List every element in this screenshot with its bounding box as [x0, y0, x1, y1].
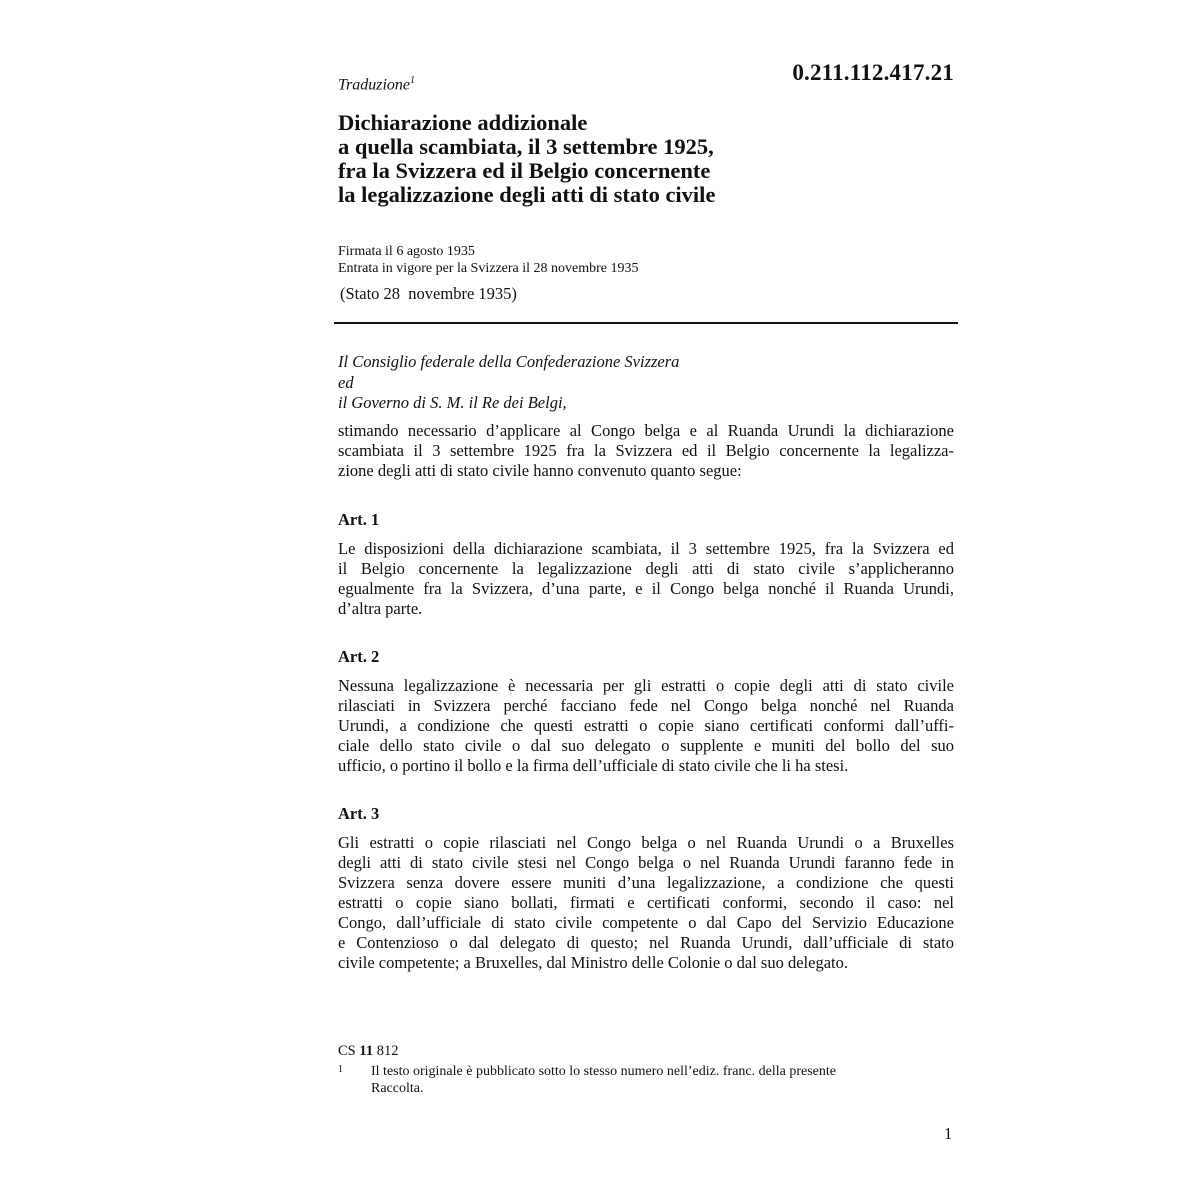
title-line: fra la Svizzera ed il Belgio concernente: [338, 158, 711, 183]
text-line: d’altra parte.: [338, 599, 423, 618]
text-line: Urundi, a condizione che questi estratti o copie siano certificati conformi dall’uffi-: [338, 716, 954, 735]
text-line: Nessuna legalizzazione è necessaria per gli estratti o copie degli atti di stato civile: [338, 676, 954, 695]
text-line: zione degli atti di stato civile hanno convenuto quanto segue:: [338, 461, 742, 480]
text-line: Gli estratti o copie rilasciati nel Congo belga o nel Ruanda Urundi o a Bruxelles: [338, 833, 954, 852]
collection-reference: [338, 1043, 398, 1060]
text-line: degli atti di stato civile stesi nel Congo belga o nel Ruanda Urundi faranno fede in: [338, 853, 954, 872]
text-line: estratti o copie siano bollati, firmati e certificati conformi, secondo il caso: nel: [338, 893, 954, 912]
page-number: 1: [944, 1124, 953, 1143]
article-2-heading: Art. 2: [338, 647, 380, 666]
signed-date: Firmata il 6 agosto 1935: [338, 244, 475, 259]
footnote: [338, 1063, 938, 1097]
text-line: e Contenzioso o dal delegato di questo; nel Ruanda Urundi, dall’ufficiale di stato: [338, 933, 954, 952]
cs-volume: 11: [359, 1043, 374, 1059]
party-line: Il Consiglio federale della Confederazione Svizzera: [338, 352, 680, 371]
preamble-parties: [338, 352, 679, 414]
text-line: stimando necessario d’applicare al Congo belga e al Ruanda Urundi la dichiarazione: [338, 421, 954, 440]
cs-prefix: CS: [338, 1043, 356, 1059]
footnote-line: Il testo originale è pubblicato sotto lo stesso numero nell’ediz. franc. della presente: [371, 1064, 836, 1079]
document-metadata: [338, 243, 639, 277]
article-3-body: [338, 833, 954, 973]
text-line: ufficio, o portino il bollo e la firma dell’ufficiale di stato civile che li ha stesi.: [338, 756, 849, 775]
text-line: scambiata il 3 settembre 1925 fra la Svizzera ed il Belgio concernente la legalizza-: [338, 441, 954, 460]
text-line: rilasciati in Svizzera perché facciano fede nel Congo belga nonché nel Ruanda: [338, 696, 954, 715]
text-line: ciale dello stato civile o dal suo delegato o supplente e muniti del bollo del suo: [338, 736, 954, 755]
translation-label-text: Traduzione: [338, 76, 411, 94]
text-line: civile competente; a Bruxelles, dal Ministro delle Colonie o dal suo delegato.: [338, 953, 848, 972]
text-line: Svizzera senza dovere essere muniti d’una legalizzazione, a condizione che questi: [338, 873, 954, 892]
footnote-reference[interactable]: 1: [410, 75, 416, 86]
footnote-line: Raccolta.: [371, 1081, 424, 1096]
footnote-text: [371, 1063, 938, 1097]
preamble-body: [338, 421, 954, 481]
translation-label: [338, 75, 415, 94]
text-line: il Belgio concernente la legalizzazione degli atti di stato civile s’applicheranno: [338, 559, 954, 578]
footnote-mark: 1: [338, 1064, 343, 1075]
text-line: Congo, dall’ufficiale di stato civile competente o dal Capo del Servizio Educazione: [338, 913, 954, 932]
cs-page: 812: [376, 1043, 399, 1059]
party-line: ed: [338, 372, 354, 392]
title-line: a quella scambiata, il 3 settembre 1925,: [338, 134, 714, 159]
article-2-body: [338, 676, 954, 776]
text-line: egualmente fra la Svizzera, d’una parte, e il Congo belga nonché il Ruanda Urundi,: [338, 579, 954, 598]
title-line: la legalizzazione degli atti di stato civile: [338, 182, 716, 207]
title-line: Dichiarazione addizionale: [338, 110, 588, 135]
article-1-heading: Art. 1: [338, 510, 380, 529]
entry-into-force: Entrata in vigore per la Svizzera il 28 novembre 1935: [338, 261, 639, 276]
header-divider: [334, 322, 958, 324]
sr-number: 0.211.112.417.21: [792, 60, 954, 85]
document-title: [338, 111, 898, 207]
article-1-body: [338, 539, 954, 619]
article-3-heading: Art. 3: [338, 804, 380, 823]
text-line: Le disposizioni della dichiarazione scambiata, il 3 settembre 1925, fra la Svizzera ed: [338, 539, 954, 558]
status-date: (Stato 28 novembre 1935): [340, 284, 517, 303]
party-line: il Governo di S. M. il Re dei Belgi,: [338, 393, 567, 412]
